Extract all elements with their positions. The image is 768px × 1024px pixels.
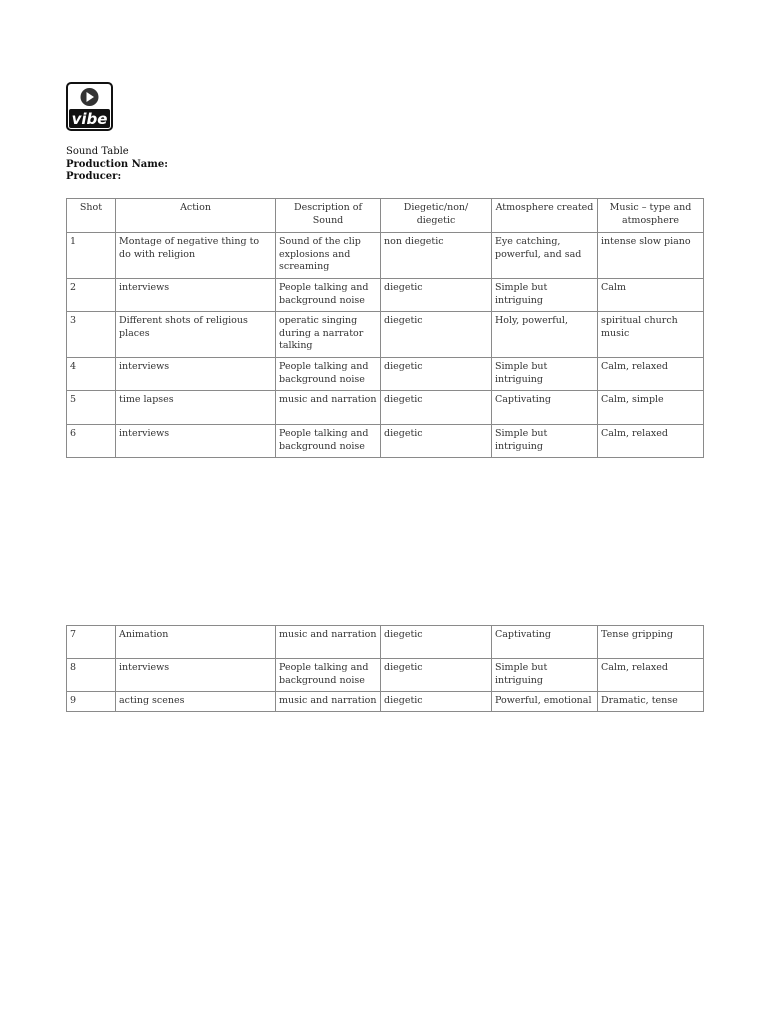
table-row [67, 626, 704, 659]
cell-description: People talking and background noise [276, 425, 381, 458]
table-row [67, 692, 704, 712]
cell-atmosphere: Simple but intriguing [492, 279, 598, 312]
cell-shot: 2 [67, 279, 116, 312]
cell-diegetic: diegetic [381, 659, 492, 692]
cell-action: Animation [116, 626, 276, 659]
cell-atmosphere: Simple but intriguing [492, 425, 598, 458]
cell-diegetic: diegetic [381, 425, 492, 458]
logo-text: vibe [71, 110, 108, 128]
header-diegetic: Diegetic/non/ diegetic [381, 199, 492, 233]
table-row [67, 233, 704, 279]
cell-diegetic: diegetic [381, 626, 492, 659]
table-row [67, 425, 704, 458]
cell-shot: 3 [67, 312, 116, 358]
header-atmosphere: Atmosphere created [492, 199, 598, 233]
producer-label: Producer: [66, 171, 122, 182]
cell-music: spiritual church music [598, 312, 704, 358]
cell-atmosphere: Simple but intriguing [492, 659, 598, 692]
cell-action: interviews [116, 358, 276, 391]
cell-music: Calm, simple [598, 391, 704, 425]
cell-shot: 9 [67, 692, 116, 712]
header-music: Music – type and atmosphere [598, 199, 704, 233]
cell-action: acting scenes [116, 692, 276, 712]
cell-action: Montage of negative thing to do with religion [116, 233, 276, 279]
header-shot: Shot [67, 199, 116, 233]
cell-description: People talking and background noise [276, 279, 381, 312]
cell-shot: 5 [67, 391, 116, 425]
header-description: Description of Sound [276, 199, 381, 233]
cell-atmosphere: Powerful, emotional [492, 692, 598, 712]
cell-action: time lapses [116, 391, 276, 425]
cell-description: People talking and background noise [276, 358, 381, 391]
cell-diegetic: non diegetic [381, 233, 492, 279]
cell-music: Calm, relaxed [598, 358, 704, 391]
cell-atmosphere: Captivating [492, 626, 598, 659]
cell-description: People talking and background noise [276, 659, 381, 692]
production-name-label: Production Name: [66, 158, 168, 170]
document-meta [66, 146, 168, 184]
cell-diegetic: diegetic [381, 692, 492, 712]
table-row [67, 659, 704, 692]
vibe-logo [66, 82, 113, 131]
table-row [67, 312, 704, 358]
cell-shot: 8 [67, 659, 116, 692]
cell-diegetic: diegetic [381, 358, 492, 391]
cell-music: Tense gripping [598, 626, 704, 659]
sound-table [66, 198, 704, 458]
cell-diegetic: diegetic [381, 279, 492, 312]
table-row [67, 279, 704, 312]
sound-table-continued [66, 625, 704, 712]
cell-action: interviews [116, 659, 276, 692]
cell-description: music and narration [276, 391, 381, 425]
cell-description: Sound of the clip explosions and screaming [276, 233, 381, 279]
cell-shot: 1 [67, 233, 116, 279]
cell-atmosphere: Captivating [492, 391, 598, 425]
cell-shot: 4 [67, 358, 116, 391]
cell-shot: 6 [67, 425, 116, 458]
cell-description: operatic singing during a narrator talking [276, 312, 381, 358]
header-action: Action [116, 199, 276, 233]
table-row [67, 391, 704, 425]
cell-atmosphere: Holy, powerful, [492, 312, 598, 358]
header-row [67, 199, 704, 233]
cell-music: Calm, relaxed [598, 659, 704, 692]
cell-atmosphere: Eye catching, powerful, and sad [492, 233, 598, 279]
cell-music: intense slow piano [598, 233, 704, 279]
table-row [67, 358, 704, 391]
cell-action: interviews [116, 425, 276, 458]
cell-atmosphere: Simple but intriguing [492, 358, 598, 391]
cell-action: interviews [116, 279, 276, 312]
cell-music: Dramatic, tense [598, 692, 704, 712]
cell-action: Different shots of religious places [116, 312, 276, 358]
cell-music: Calm [598, 279, 704, 312]
cell-description: music and narration [276, 692, 381, 712]
sound-table-title: Sound Table [66, 146, 129, 157]
cell-shot: 7 [67, 626, 116, 659]
cell-diegetic: diegetic [381, 391, 492, 425]
cell-music: Calm, relaxed [598, 425, 704, 458]
cell-diegetic: diegetic [381, 312, 492, 358]
cell-description: music and narration [276, 626, 381, 659]
